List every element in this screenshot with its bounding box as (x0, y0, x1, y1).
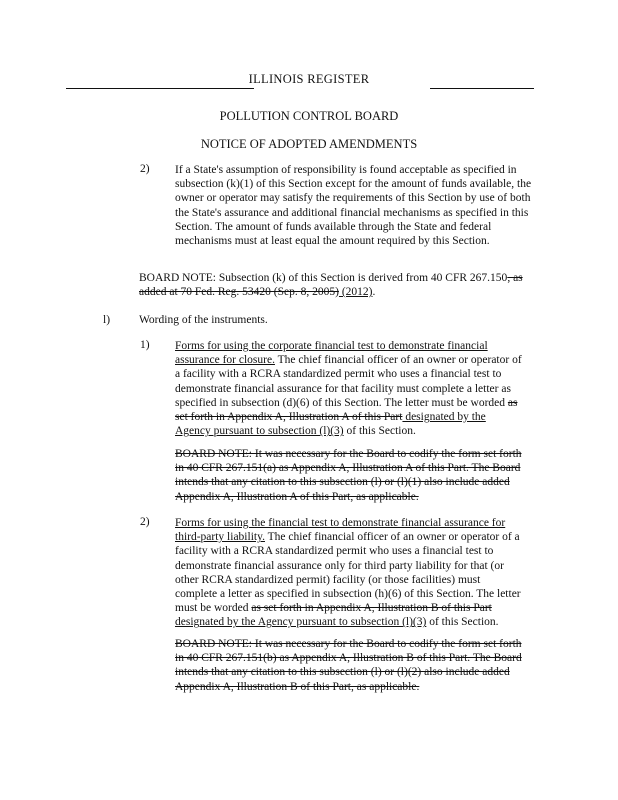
l2-label: 2) (140, 516, 150, 528)
board-note-k (139, 271, 539, 299)
l1-inserted: designated by the Agency pursuant to subsection (l)(3) (175, 411, 486, 438)
l1-text (175, 339, 523, 438)
header-rule-left (66, 88, 254, 89)
board-note-k-inserted: (2012) (338, 286, 373, 299)
l1-body: The chief financial officer of an owner or operator of a facility with a RCRA standardized permit who uses a financial test to demonstrate financial assurance for that facility must complete a letter as specified in subsection (d)(6) of this Section. The letter must be worded (175, 354, 522, 409)
l1-end: of this Section. (343, 425, 416, 438)
l1-title: Forms for using the corporate financial test to demonstrate financial assurance for closure. (175, 340, 488, 367)
board-note-k-end: . (372, 286, 376, 299)
l2-end: of this Section. (426, 616, 499, 629)
notice-title: NOTICE OF ADOPTED AMENDMENTS (200, 137, 418, 151)
agency-title: POLLUTION CONTROL BOARD (219, 109, 399, 123)
board-note-k-struck: , as added at 70 Fed. Reg. 53420 (Sep. 8, 2005) (139, 272, 523, 299)
header-rule-right (430, 88, 534, 89)
section-l-heading: Wording of the instruments. (139, 314, 268, 326)
l2-text (175, 516, 523, 630)
register-title: ILLINOIS REGISTER (248, 72, 370, 86)
l2-note-struck: BOARD NOTE: It was necessary for the Board to codify the form set forth in 40 CFR 267.151(b) as Appendix A, Illustration B of this Part. The Board intends that any citation to this subsection (l) or (l)(2) also include added Appendix A, Illustration B of this Part, as applicable. (175, 638, 522, 693)
item-2-label: 2) (140, 163, 150, 175)
l1-note-struck: BOARD NOTE: It was necessary for the Board to codify the form set forth in 40 CFR 267.151(a) as Appendix A, Illustration A of this Part. The Board intends that any citation to this subsection (l) or (l)(1) also include added Appendix A, Illustration A of this Part, as applicable. (175, 448, 522, 503)
l2-body: The chief financial officer of an owner or operator of a facility with a RCRA standardized permit who uses a financial test to demonstrate financial assurance only for third party liability for that (or other RCRA standardized permit) facility (or those facilities) must complete a letter as specified in subsection (h)(6) of this Section. The letter must be worded (175, 531, 521, 615)
l2-board-note (175, 637, 523, 694)
l2-title: Forms for using the financial test to demonstrate financial assurance for third-party liability. (175, 517, 506, 544)
item-2-paragraph: If a State's assumption of responsibility is found acceptable as specified in subsection (k)(1) of this Section except for the amount of funds available, the owner or operator may satisfy the requirements of this Section by use of both the State's assurance and additional financial mechanisms as specified in this Section. The amount of funds available through the State and federal mechanisms must at least equal the amount required by this Section. (175, 164, 532, 248)
l1-struck: as set forth in Appendix A, Illustration A of this Part (175, 396, 518, 424)
l1-board-note (175, 447, 523, 504)
section-l-label: l) (103, 314, 111, 326)
item-2-text (175, 163, 543, 248)
l2-struck: as set forth in Appendix A, Illustration B of this Part (251, 602, 492, 615)
board-note-k-text: BOARD NOTE: Subsection (k) of this Section is derived from 40 CFR 267.150 (139, 272, 508, 284)
l2-inserted: designated by the Agency pursuant to subsection (l)(3) (175, 616, 427, 629)
l1-label: 1) (140, 339, 150, 351)
